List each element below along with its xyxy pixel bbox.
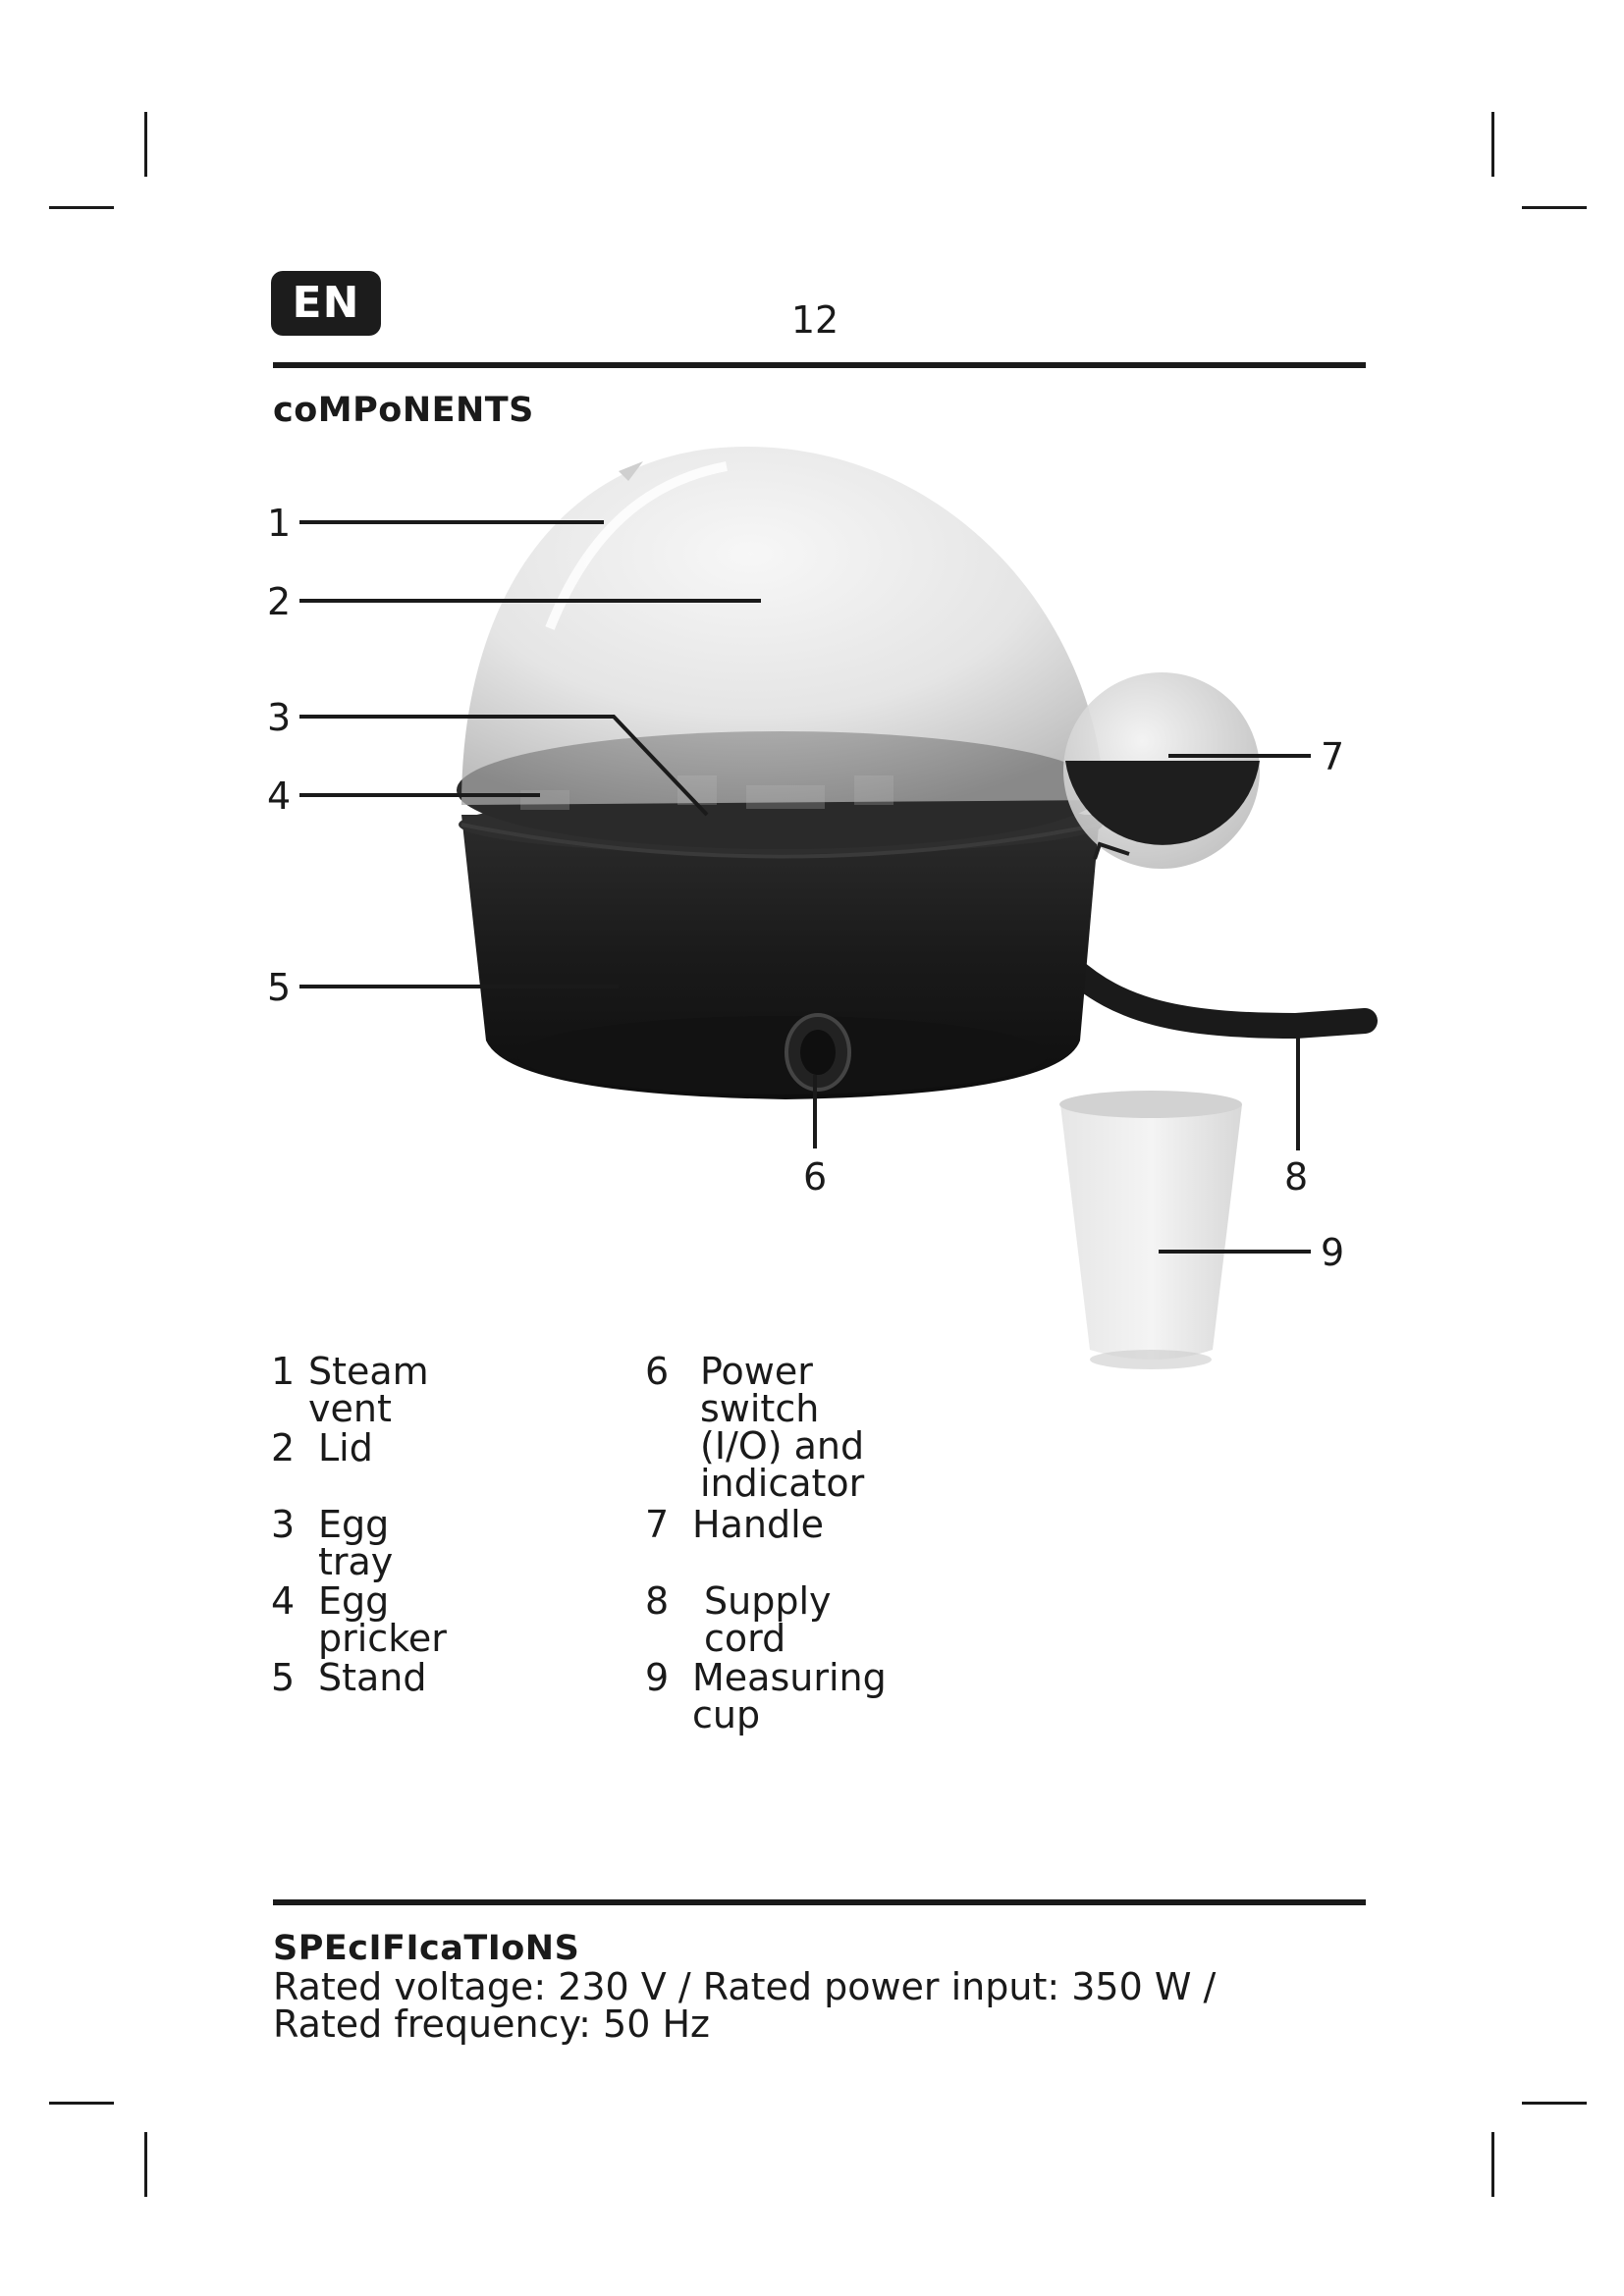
legend-item-4 xyxy=(271,1579,447,1660)
crop-mark xyxy=(49,2102,114,2105)
legend-label: Stand xyxy=(318,1656,427,1699)
legend-item-9 xyxy=(645,1656,887,1736)
callout-6: 6 xyxy=(803,1155,828,1199)
legend-number: 5 xyxy=(271,1656,296,1699)
legend-number: 1 xyxy=(271,1350,296,1393)
page-number: 12 xyxy=(790,298,839,342)
language-badge: EN xyxy=(271,271,381,336)
callout-1: 1 xyxy=(267,502,292,545)
legend-item-2 xyxy=(271,1426,373,1469)
legend-number: 8 xyxy=(645,1579,670,1623)
callout-3: 3 xyxy=(267,696,292,739)
lid xyxy=(461,447,1105,805)
legend-item-1 xyxy=(271,1350,429,1430)
specifications-rule xyxy=(273,1899,1366,1905)
crop-mark xyxy=(144,2132,147,2197)
specifications-text: Rated voltage: 230 V / Rated power input: 350 W / Rated frequency: 50 Hz xyxy=(273,1965,1217,2046)
legend-label: Measuring cup xyxy=(692,1656,887,1736)
components-heading: coMPoNENTS xyxy=(273,391,534,430)
legend-number: 7 xyxy=(645,1503,670,1546)
callout-4: 4 xyxy=(267,774,292,818)
legend-label: Steam vent xyxy=(308,1350,429,1430)
legend-label: Handle xyxy=(692,1503,825,1546)
legend-item-3 xyxy=(271,1503,394,1583)
legend-item-7 xyxy=(645,1503,825,1546)
legend-item-6 xyxy=(645,1350,865,1505)
callout-7: 7 xyxy=(1321,735,1345,778)
supply-cord xyxy=(1070,967,1365,1026)
legend-item-8 xyxy=(645,1579,832,1660)
callout-5: 5 xyxy=(267,966,292,1009)
measuring-cup xyxy=(1060,1104,1242,1360)
legend-label: Egg tray xyxy=(318,1503,394,1583)
legend-label: Egg pricker xyxy=(318,1579,447,1660)
callout-2: 2 xyxy=(267,580,292,623)
crop-mark xyxy=(1491,2132,1494,2197)
legend-number: 6 xyxy=(645,1350,670,1393)
legend-label: Power switch (I/O) and indicator xyxy=(700,1350,865,1505)
legend-number: 2 xyxy=(271,1426,296,1469)
specifications-section xyxy=(273,1929,1402,2046)
crop-mark xyxy=(1522,2102,1587,2105)
legend-label: Lid xyxy=(318,1426,373,1469)
legend-number: 9 xyxy=(645,1656,670,1699)
legend-number: 4 xyxy=(271,1579,296,1623)
legend-label: Supply cord xyxy=(704,1579,832,1660)
callout-8: 8 xyxy=(1284,1155,1309,1199)
callout-9: 9 xyxy=(1321,1231,1345,1274)
specifications-heading: SPEcIFIcaTIoNS xyxy=(273,1929,580,1968)
legend-item-5 xyxy=(271,1656,427,1699)
legend-number: 3 xyxy=(271,1503,296,1546)
